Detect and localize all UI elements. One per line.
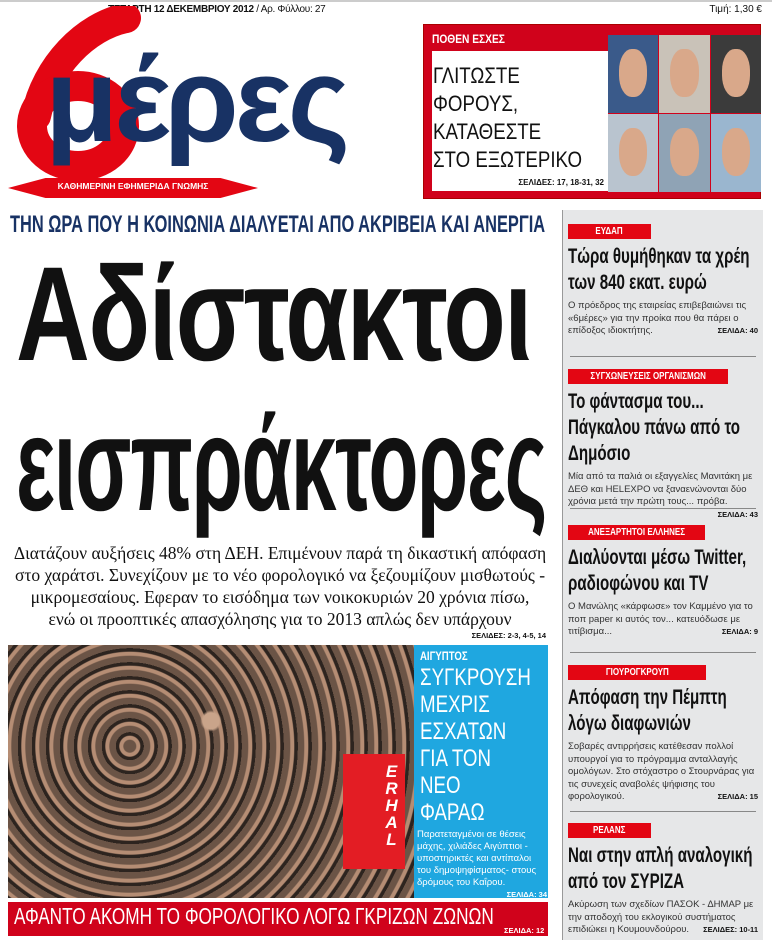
egypt-title-line: ΦΑΡΑΩ [420,799,485,826]
article-pages: ΣΕΛΙΔΕΣ: 10-11 [703,925,758,934]
egypt-title-line: ΜΕΧΡΙΣ [420,691,490,718]
egypt-pages: ΣΕΛΙΔΑ: 34 [506,890,547,899]
portrait-photo [711,114,761,192]
article-pages: ΣΕΛΙΔΑ: 43 [717,509,758,519]
article-text: Ακύρωση των σχεδίων ΠΑΣΟΚ - ΔΗΜΑΡ με την αποδοχή του εκλογικού συστήματος επιδιώκει η Κουμουνδούρου. [568,899,754,935]
promo-kicker: ΠΟΘΕΝ ΕΣΧΕΣ [432,32,505,46]
promo-line: ΚΑΤΑΘΕΣΤΕ [433,119,542,144]
lead-line: ενώ οι προοπτικές απασχόλησης για το 2013 απλώς δεν υπάρχουν [48,609,512,629]
article-text-block [568,300,758,338]
article-headline[interactable]: Διαλύονται μέσω Twitter, ραδιοφώνου και TV [568,546,747,595]
article-headline[interactable]: Το φάντασμα του... Πάγκαλου πάνω από το Δημόσιο [568,390,741,465]
promo-pages: ΣΕΛΙΔΕΣ: 17, 18-31, 32 [518,178,604,187]
divider [570,652,756,653]
logo-word: μέρες [45,33,347,167]
egypt-kicker: ΑΙΓΥΠΤΟΣ [420,649,468,663]
main-headline-line1[interactable]: Αδίστακτοι [16,240,532,389]
article-pages: ΣΕΛΙΔΑ: 40 [717,326,758,335]
section-label: ΕΥΔΑΠ [568,224,651,239]
article-text-block [568,471,758,519]
portrait-photo [608,35,658,113]
article-text: Ο πρόεδρος της εταιρείας επιβεβαιώνει τις «6μέρες» για την προίκα που θα πάρει ο επίδοξος ιδιοκτήτης. [568,300,747,336]
article-text: Σοβαρές αντιρρήσεις κατέθεσαν πολλοί υπουργοί για το πρόγραμμα ανταλλαγής ομολόγων. Στο στόχαστρο ο Στουρνάρας για τις συνεχείς αναβολές ψήφισης του φορολογικού. [568,741,755,802]
main-lead [10,542,550,630]
top-rule [0,0,772,2]
section-label: ΡΕΛΑΝΣ [568,823,651,838]
egypt-text: Παρατεταγμένοι σε θέσεις μάχης, χιλιάδες Αιγύπτιοι - υποστηρικτές και αντίπαλοι του δημοψηφίσματος- στους δρόμους του Καΐρου. [417,829,537,888]
section-label: ΓΙΟΥΡΟΓΚΡΟΥΠ [568,665,706,680]
egypt-title[interactable] [420,664,553,826]
issue-date: ΤΕΤΑΡΤΗ 12 ΔΕΚΕΜΒΡΙΟΥ 2012 / Αρ. Φύλλου: 27 [108,4,326,15]
article-pages: ΣΕΛΙΔΑ: 9 [721,627,758,636]
promo-line: ΣΤΟ ΕΞΩΤΕΡΙΚΟ [433,147,583,172]
main-headline-line2[interactable]: εισπράκτορες [16,390,547,539]
sidebar-article[interactable] [568,522,758,639]
article-pages: ΣΕΛΙΔΑ: 15 [717,792,758,801]
egypt-title-line: ΓΙΑ ΤΟΝ [420,745,492,772]
lead-line: Διατάζουν αυξήσεις 48% στη ΔΕΗ. Επιμένουν παρά τη δικαστική απόφαση [13,543,547,563]
portrait-photo [659,35,709,113]
bottom-headline[interactable]: ΑΦΑΝΤΟ ΑΚΟΜΗ ΤΟ ΦΟΡΟΛΟΓΙΚΟ ΛΟΓΩ ΓΚΡΙΖΩΝ ΖΩΝΩΝ [14,903,494,929]
promo-line: ΦΟΡΟΥΣ, [433,91,519,116]
article-headline[interactable]: Τώρα θυμήθηκαν τα χρέη των 840 εκατ. ευρώ [568,245,750,294]
bottom-pages: ΣΕΛΙΔΑ: 12 [504,926,545,935]
divider [570,508,756,509]
article-headline[interactable]: Ναι στην απλή αναλογική από τον ΣΥΡΙΖΑ [568,844,753,893]
sidebar-article[interactable] [568,366,758,521]
section-label: ΣΥΓΧΩΝΕΥΣΕΙΣ ΟΡΓΑΝΙΣΜΩΝ [568,369,728,384]
section-label: ΑΝΕΞΑΡΤΗΤΟΙ ΕΛΛΗΝΕΣ [568,525,705,540]
portrait-photo [659,114,709,192]
promo-title[interactable] [433,62,603,174]
lead-line: στο χαράτσι. Συνεχίζουν με το νέο φορολογικό να ξεζουμίζουν μισθωτούς - [14,565,546,585]
article-headline[interactable]: Απόφαση την Πέμπτη λόγω διαφωνιών [568,686,727,735]
main-pages: ΣΕΛΙΔΕΣ: 2-3, 4-5, 14 [471,631,546,640]
price: Τιμή: 1,30 € [709,4,762,15]
egypt-text-block [417,829,547,901]
protest-sign: ERHAL [343,754,405,869]
article-text-block [568,601,758,639]
divider [570,811,756,812]
egypt-title-line: ΝΕΟ [420,772,461,799]
divider [570,356,756,357]
sidebar-article[interactable] [568,221,758,338]
article-text-block [568,899,758,937]
egypt-title-line: ΕΣΧΑΤΩΝ [420,718,507,745]
article-text: Ο Μανώλης «κάρφωσε» τον Καμμένο για το ποπ paper κι αυτός τον... κατευόδωσε με τιτίβισμα... [568,601,753,637]
sidebar-article[interactable] [568,662,758,804]
tagline: ΚΑΘΗΜΕΡΙΝΗ ΕΦΗΜΕΡΙΔΑ ΓΝΩΜΗΣ [57,181,209,191]
main-kicker: ΤΗΝ ΩΡΑ ΠΟΥ Η ΚΟΙΝΩΝΙΑ ΔΙΑΛΥΕΤΑΙ ΑΠΟ ΑΚΡΙΒΕΙΑ ΚΑΙ ΑΝΕΡΓΙΑ [10,211,546,238]
egypt-title-line: ΣΥΓΚΡΟΥΣΗ [420,664,531,691]
sidebar-article[interactable] [568,820,758,937]
lead-line: μικρομεσαίους. Εφεραν το εισόδημα των νοικοκυριών 20 χρόνια πίσω, [30,587,530,607]
promo-line: ΓΛΙΤΩΣΤΕ [433,63,520,88]
portrait-photo [608,114,658,192]
portrait-photo [711,35,761,113]
article-text-block [568,741,758,804]
article-text: Μία από τα παλιά οι εξαγγελίες Μανιτάκη με ΔΕΘ και HELEXPO να ξαναενώνονται δύο χρόνια μετά την πρώτη τους... πρόβα. [568,471,753,507]
politician-photos [608,35,761,192]
